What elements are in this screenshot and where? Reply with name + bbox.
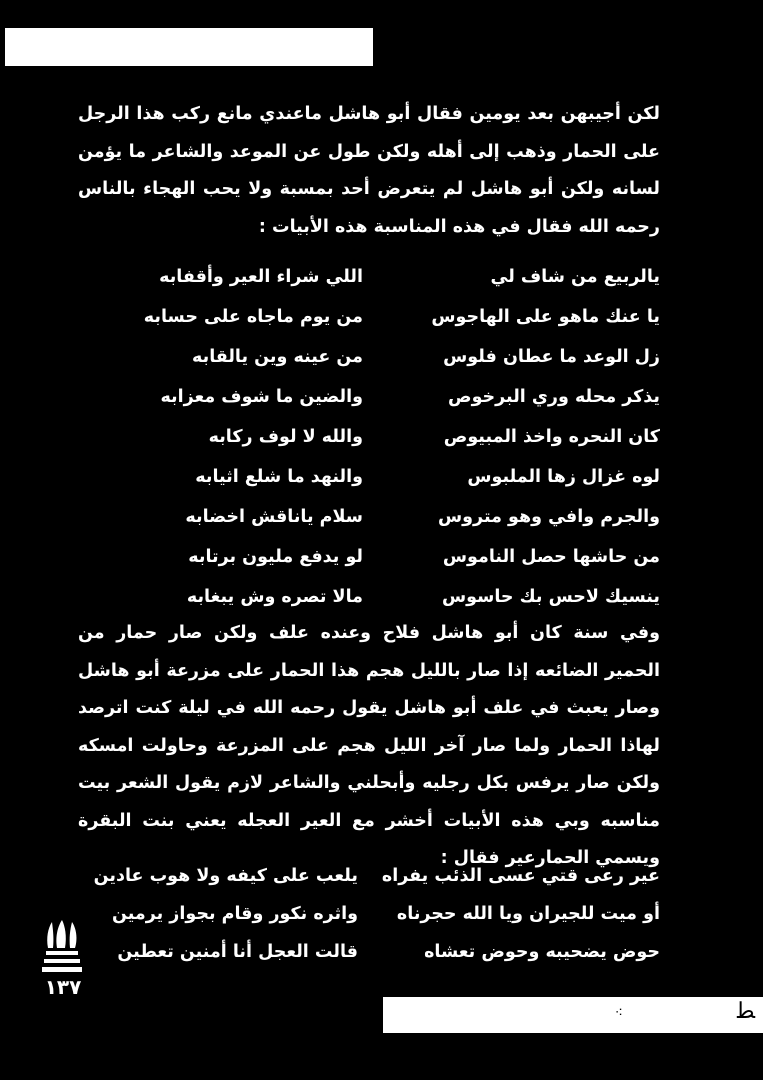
verse-first-hemistich: أو ميت للجيران ويا الله حجرناه xyxy=(396,904,660,924)
verse-first-hemistich: يالربيع من شاف لي xyxy=(490,267,660,287)
verse-second-hemistich: والله لا لوف ركابه xyxy=(208,427,363,447)
verse-line xyxy=(78,257,660,297)
story-paragraph: وفي سنة كان أبو هاشل فلاح وعنده علف ولكن صار حمار من الحمير الضائعه إذا صار بالليل هجم هذا الحمار على مزرعة أبو هاشل وصار يعبث في علف أبو هاشل يقول رحمه الله في ليلة كنت اترصد لهاذا الحمار ولما صار آخر الليل هجم على المزرعة وحاولت امسكه ولكن صار يرفس بكل رجليه وأبحلني والشاعر لازم يقول الشعر بيت مناسبه وبي هذه الأبيات أخشر مع العير العجله يعني بنت البقرة ويسمي الحمارعير فقال : xyxy=(78,623,660,868)
verse-second-hemistich: يلعب على كيفه ولا هوب عادين xyxy=(93,866,358,886)
page-number: ١٣٧ xyxy=(44,975,82,999)
bottom-redaction-bar xyxy=(383,997,763,1033)
verse-first-hemistich: من حاشها حصل الناموس xyxy=(442,547,660,567)
verse-second-hemistich: والضين ما شوف معزابه xyxy=(160,387,363,407)
verse-second-hemistich: لو يدفع مليون برتابه xyxy=(188,547,363,567)
verse-first-hemistich: يا عنك ماهو على الهاجوس xyxy=(431,307,660,327)
verse-second-hemistich: واثره نكور وقام بجواز يرمين xyxy=(112,904,358,924)
verse-line xyxy=(78,417,660,457)
verse-first-hemistich: عير رعى قتي عسى الذئب يفراه xyxy=(381,866,660,886)
verse-first-hemistich: ينسيك لاحس بك حاسوس xyxy=(442,587,660,607)
top-redaction-bar xyxy=(5,28,373,66)
verse-first-hemistich: لوه غزال زها الملبوس xyxy=(467,467,660,487)
stamp-dots-icon: ⁖ xyxy=(614,1005,623,1021)
verse-first-hemistich: كان النحره واخذ المبيوص xyxy=(443,427,660,447)
verse-line xyxy=(78,856,660,896)
verse-line xyxy=(78,297,660,337)
verse-second-hemistich: اللي شراء العير وأقفابه xyxy=(159,267,363,287)
verse-second-hemistich: من يوم ماجاه على حسابه xyxy=(143,307,363,327)
verse-first-hemistich: زل الوعد ما عطان فلوس xyxy=(443,347,660,367)
verse-second-hemistich: من عينه وين يالقابه xyxy=(192,347,363,367)
handwritten-mark-icon: ﻄ xyxy=(736,999,755,1024)
publisher-logo-icon xyxy=(40,918,84,974)
verse-line xyxy=(78,577,660,617)
verse-second-hemistich: سلام ياناقش اخضابه xyxy=(185,507,363,527)
verse-line xyxy=(78,537,660,577)
verse-line xyxy=(78,894,660,934)
verse-line xyxy=(78,337,660,377)
verse-line xyxy=(78,932,660,972)
verse-first-hemistich: حوض يضحيبه وحوض تعشاه xyxy=(424,942,660,962)
verse-second-hemistich: والنهد ما شلع اثيابه xyxy=(195,467,363,487)
verse-line xyxy=(78,377,660,417)
verse-first-hemistich: والجرم وافي وهو متروس xyxy=(438,507,660,527)
verse-second-hemistich: مالا تصره وش يبغابه xyxy=(186,587,363,607)
verse-first-hemistich: يذكر محله وري البرخوص xyxy=(448,387,660,407)
verse-second-hemistich: قالت العجل أنا أمنين تعطين xyxy=(117,942,358,962)
intro-paragraph: لكن أجيبهن بعد يومين فقال أبو هاشل ماعندي مانع ركب هذا الرجل على الحمار وذهب إلى أهله ولكن طول عن الموعد والشاعر ما يؤمن لسانه ولكن أبو هاشل لم يتعرض أحد بمسبة ولا يحب الهجاء بالناس رحمه الله فقال في هذه المناسبة هذه الأبيات : xyxy=(78,104,660,237)
verse-line xyxy=(78,497,660,537)
verse-line xyxy=(78,457,660,497)
